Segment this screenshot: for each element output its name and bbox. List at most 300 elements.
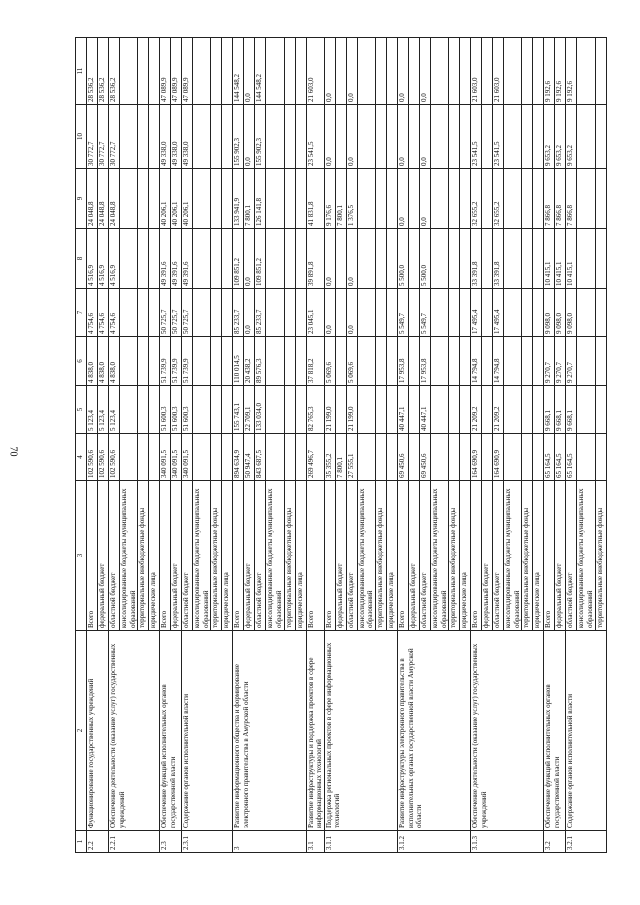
value-cell: 7 866,8: [544, 169, 555, 229]
row-name-cell: Развитие информационного общества и формирование электронного правительства в Амурской области: [233, 631, 306, 831]
value-cell: 9 653,2: [544, 105, 555, 169]
row-name-cell: Содержание органов исполнительной власти: [182, 631, 233, 831]
value-cell: [138, 38, 149, 105]
funding-source-cell: федеральный бюджет: [171, 481, 182, 631]
value-cell: [522, 229, 533, 289]
value-cell: 17 953,8: [419, 337, 430, 386]
value-cell: 340 091,5: [182, 434, 193, 481]
value-cell: [504, 434, 522, 481]
value-cell: [595, 337, 606, 386]
value-cell: 0,0: [244, 38, 255, 105]
value-cell: 9 668,1: [566, 386, 577, 434]
value-cell: [138, 386, 149, 434]
value-cell: 47 089,9: [160, 38, 171, 105]
value-cell: 9 270,7: [566, 337, 577, 386]
value-cell: [533, 386, 544, 434]
value-cell: 24 048,8: [98, 169, 109, 229]
value-cell: 269 496,7: [306, 434, 324, 481]
value-cell: [193, 38, 211, 105]
value-cell: [266, 38, 284, 105]
value-cell: 21 603,0: [471, 38, 482, 105]
value-cell: 40 206,1: [160, 169, 171, 229]
row-code-cell: 3: [233, 831, 306, 853]
value-cell: [386, 105, 397, 169]
value-cell: 0,0: [419, 169, 430, 229]
value-cell: 0,0: [397, 105, 408, 169]
value-cell: [522, 289, 533, 337]
value-cell: [577, 289, 595, 337]
value-cell: 0,0: [397, 169, 408, 229]
value-cell: [375, 337, 386, 386]
value-cell: [357, 434, 375, 481]
value-cell: [533, 169, 544, 229]
value-cell: [266, 434, 284, 481]
funding-source-cell: областной бюджет: [493, 481, 504, 631]
row-code-cell: 3.2.1: [566, 831, 606, 853]
value-cell: 30 772,7: [98, 105, 109, 169]
value-cell: 10 415,1: [555, 229, 566, 289]
value-cell: [193, 386, 211, 434]
value-cell: [577, 229, 595, 289]
value-cell: 340 091,5: [160, 434, 171, 481]
value-cell: [460, 169, 471, 229]
value-cell: [149, 229, 160, 289]
row-code-cell: 3.2: [544, 831, 566, 853]
value-cell: 9 176,6: [324, 169, 335, 229]
value-cell: [386, 38, 397, 105]
value-cell: [211, 337, 222, 386]
value-cell: [482, 434, 493, 481]
value-cell: [335, 105, 346, 169]
value-cell: [577, 434, 595, 481]
value-cell: [211, 289, 222, 337]
page-number: 70: [7, 446, 19, 457]
funding-source-cell: консолидированные бюджеты муниципальных образований: [266, 481, 284, 631]
value-cell: 9 668,1: [555, 386, 566, 434]
value-cell: 23 541,5: [493, 105, 504, 169]
value-cell: 39 891,8: [306, 229, 324, 289]
value-cell: 0,0: [419, 38, 430, 105]
table-row: [324, 38, 335, 853]
value-cell: [120, 289, 138, 337]
value-cell: [138, 105, 149, 169]
value-cell: 109 851,2: [233, 229, 244, 289]
funding-source-cell: федеральный бюджет: [482, 481, 493, 631]
row-code-cell: 3.1.2: [397, 831, 470, 853]
value-cell: 7 800,1: [335, 169, 346, 229]
funding-source-cell: территориальные внебюджетные фонды: [284, 481, 295, 631]
value-cell: 28 536,2: [98, 38, 109, 105]
value-cell: 21 199,0: [324, 386, 335, 434]
value-cell: [386, 434, 397, 481]
value-cell: [284, 386, 295, 434]
row-name-cell: Развитие инфраструктуры и поддержка проектов в сфере информационных технологий: [306, 631, 324, 831]
value-cell: 27 555,1: [346, 434, 357, 481]
value-cell: [193, 337, 211, 386]
value-cell: [222, 434, 233, 481]
value-cell: [295, 434, 306, 481]
value-cell: [522, 105, 533, 169]
value-cell: [120, 105, 138, 169]
value-cell: 0,0: [419, 105, 430, 169]
value-cell: 9 098,0: [555, 289, 566, 337]
value-cell: [211, 38, 222, 105]
value-cell: [138, 337, 149, 386]
value-cell: [295, 38, 306, 105]
funding-source-cell: Всего: [87, 481, 98, 631]
value-cell: 0,0: [346, 105, 357, 169]
value-cell: 5 123,4: [109, 386, 120, 434]
row-code-cell: 3.1.1: [324, 831, 397, 853]
value-cell: [222, 386, 233, 434]
value-cell: 40 206,1: [182, 169, 193, 229]
funding-source-cell: Всего: [233, 481, 244, 631]
funding-source-cell: консолидированные бюджеты муниципальных образований: [577, 481, 595, 631]
value-cell: 0,0: [324, 289, 335, 337]
table-row: [109, 38, 120, 853]
value-cell: 4 838,0: [87, 337, 98, 386]
value-cell: 843 687,5: [255, 434, 266, 481]
header-cell: 11: [76, 38, 87, 105]
value-cell: 65 164,5: [555, 434, 566, 481]
value-cell: [222, 229, 233, 289]
value-cell: [357, 337, 375, 386]
value-cell: 51 600,3: [171, 386, 182, 434]
value-cell: [460, 38, 471, 105]
row-name-cell: Поддержка региональных проектов в сфере информационных технологий: [324, 631, 397, 831]
value-cell: [266, 169, 284, 229]
value-cell: [522, 386, 533, 434]
funding-source-cell: федеральный бюджет: [98, 481, 109, 631]
value-cell: 33 391,8: [471, 229, 482, 289]
value-cell: 5 123,4: [87, 386, 98, 434]
value-cell: [533, 229, 544, 289]
value-cell: 126 141,8: [255, 169, 266, 229]
value-cell: [449, 386, 460, 434]
value-cell: 9 098,0: [566, 289, 577, 337]
value-cell: 144 548,2: [233, 38, 244, 105]
value-cell: [595, 38, 606, 105]
value-cell: 0,0: [346, 229, 357, 289]
value-cell: [504, 38, 522, 105]
value-cell: 102 590,6: [98, 434, 109, 481]
header-cell: 3: [76, 481, 87, 631]
value-cell: [386, 337, 397, 386]
value-cell: 0,0: [324, 105, 335, 169]
value-cell: [482, 386, 493, 434]
value-cell: [357, 229, 375, 289]
value-cell: 49 338,0: [182, 105, 193, 169]
value-cell: [595, 105, 606, 169]
value-cell: [335, 289, 346, 337]
value-cell: [284, 105, 295, 169]
value-cell: [266, 337, 284, 386]
funding-source-cell: юридические лица: [533, 481, 544, 631]
value-cell: 17 495,4: [471, 289, 482, 337]
value-cell: 4 754,6: [109, 289, 120, 337]
value-cell: [266, 229, 284, 289]
value-cell: [449, 169, 460, 229]
value-cell: 155 902,3: [255, 105, 266, 169]
value-cell: [460, 105, 471, 169]
value-cell: [449, 229, 460, 289]
value-cell: [335, 337, 346, 386]
value-cell: [522, 337, 533, 386]
value-cell: 49 391,6: [182, 229, 193, 289]
value-cell: [222, 105, 233, 169]
row-code-cell: 3.1: [306, 831, 324, 853]
value-cell: [211, 229, 222, 289]
value-cell: [193, 169, 211, 229]
value-cell: [357, 38, 375, 105]
value-cell: 5 500,0: [397, 229, 408, 289]
value-cell: 40 447,1: [397, 386, 408, 434]
header-cell: 1: [76, 831, 87, 853]
value-cell: 1 376,5: [346, 169, 357, 229]
row-code-cell: 2.3: [160, 831, 182, 853]
value-cell: 65 164,5: [544, 434, 555, 481]
value-cell: 133 941,9: [233, 169, 244, 229]
funding-source-cell: юридические лица: [386, 481, 397, 631]
funding-source-cell: областной бюджет: [419, 481, 430, 631]
funding-source-cell: юридические лица: [222, 481, 233, 631]
value-cell: [138, 289, 149, 337]
value-cell: [193, 289, 211, 337]
value-cell: [138, 434, 149, 481]
value-cell: 5 069,6: [324, 337, 335, 386]
value-cell: 40 206,1: [171, 169, 182, 229]
value-cell: [430, 289, 448, 337]
value-cell: 4 754,6: [87, 289, 98, 337]
value-cell: 30 772,7: [109, 105, 120, 169]
value-cell: [533, 434, 544, 481]
value-cell: 7 800,1: [335, 434, 346, 481]
funding-source-cell: территориальные внебюджетные фонды: [138, 481, 149, 631]
value-cell: [595, 229, 606, 289]
value-cell: 4 838,0: [109, 337, 120, 386]
value-cell: [284, 229, 295, 289]
value-cell: [595, 386, 606, 434]
value-cell: 9 098,0: [544, 289, 555, 337]
row-code-cell: 3.1.3: [471, 831, 544, 853]
value-cell: 4 516,9: [87, 229, 98, 289]
header-cell: 4: [76, 434, 87, 481]
value-cell: 9 270,7: [544, 337, 555, 386]
value-cell: 9 192,6: [544, 38, 555, 105]
value-cell: [120, 38, 138, 105]
value-cell: [211, 386, 222, 434]
value-cell: 23 541,5: [471, 105, 482, 169]
table-row: [306, 38, 324, 853]
value-cell: 50 725,7: [171, 289, 182, 337]
value-cell: 51 600,3: [182, 386, 193, 434]
value-cell: [595, 289, 606, 337]
value-cell: [222, 337, 233, 386]
value-cell: 10 415,1: [566, 229, 577, 289]
value-cell: [357, 289, 375, 337]
value-cell: 9 192,6: [566, 38, 577, 105]
value-cell: 51 600,3: [160, 386, 171, 434]
value-cell: [595, 434, 606, 481]
value-cell: [430, 105, 448, 169]
value-cell: [449, 337, 460, 386]
value-cell: 0,0: [397, 38, 408, 105]
value-cell: [284, 337, 295, 386]
value-cell: 17 495,4: [493, 289, 504, 337]
value-cell: [482, 105, 493, 169]
value-cell: 22 709,1: [244, 386, 255, 434]
value-cell: [211, 169, 222, 229]
funding-source-cell: областной бюджет: [109, 481, 120, 631]
value-cell: [386, 169, 397, 229]
value-cell: [408, 38, 419, 105]
value-cell: [504, 386, 522, 434]
value-cell: 40 447,1: [419, 386, 430, 434]
value-cell: 5 500,0: [419, 229, 430, 289]
header-cell: 7: [76, 289, 87, 337]
value-cell: [577, 386, 595, 434]
value-cell: 155 743,1: [233, 386, 244, 434]
value-cell: 65 164,5: [566, 434, 577, 481]
value-cell: 9 668,1: [544, 386, 555, 434]
value-cell: 5 549,7: [419, 289, 430, 337]
value-cell: [149, 169, 160, 229]
value-cell: [357, 386, 375, 434]
value-cell: [149, 337, 160, 386]
funding-source-cell: территориальные внебюджетные фонды: [211, 481, 222, 631]
value-cell: 82 765,3: [306, 386, 324, 434]
value-cell: [408, 169, 419, 229]
value-cell: [375, 434, 386, 481]
value-cell: [577, 337, 595, 386]
row-name-cell: Обеспечение функций исполнительных органов государственной власти: [544, 631, 566, 831]
value-cell: [408, 289, 419, 337]
value-cell: 102 590,6: [109, 434, 120, 481]
value-cell: 0,0: [244, 229, 255, 289]
value-cell: 35 355,2: [324, 434, 335, 481]
value-cell: [375, 386, 386, 434]
value-cell: 14 794,8: [493, 337, 504, 386]
row-name-cell: Развитие инфраструктуры электронного правительства в исполнительных органах государственной власти Амурской области: [397, 631, 470, 831]
funding-source-cell: Всего: [544, 481, 555, 631]
value-cell: [120, 337, 138, 386]
funding-source-cell: федеральный бюджет: [408, 481, 419, 631]
row-code-cell: 2.2: [87, 831, 109, 853]
header-cell: 2: [76, 631, 87, 831]
header-cell: 10: [76, 105, 87, 169]
row-name-cell: Обеспечение деятельности (оказание услуг) государственных учреждений: [109, 631, 160, 831]
value-cell: [193, 105, 211, 169]
value-cell: 144 548,2: [255, 38, 266, 105]
value-cell: [386, 289, 397, 337]
value-cell: [149, 434, 160, 481]
row-code-cell: 2.3.1: [182, 831, 233, 853]
value-cell: [430, 337, 448, 386]
value-cell: 49 391,6: [160, 229, 171, 289]
funding-source-cell: областной бюджет: [182, 481, 193, 631]
value-cell: 5 069,6: [346, 337, 357, 386]
value-cell: [408, 105, 419, 169]
value-cell: 133 034,0: [255, 386, 266, 434]
value-cell: [504, 169, 522, 229]
value-cell: [408, 386, 419, 434]
value-cell: 340 091,5: [171, 434, 182, 481]
value-cell: 50 725,7: [160, 289, 171, 337]
budget-table-sheet: [75, 38, 604, 853]
funding-source-cell: федеральный бюджет: [335, 481, 346, 631]
value-cell: 7 866,8: [555, 169, 566, 229]
funding-source-cell: консолидированные бюджеты муниципальных образований: [193, 481, 211, 631]
funding-source-cell: консолидированные бюджеты муниципальных образований: [120, 481, 138, 631]
value-cell: 47 089,9: [171, 38, 182, 105]
value-cell: 49 338,0: [160, 105, 171, 169]
table-row: [566, 38, 577, 853]
value-cell: [295, 169, 306, 229]
value-cell: 164 690,9: [471, 434, 482, 481]
value-cell: 10 415,1: [544, 229, 555, 289]
value-cell: [120, 434, 138, 481]
value-cell: [430, 386, 448, 434]
value-cell: [266, 289, 284, 337]
value-cell: 7 866,8: [566, 169, 577, 229]
header-row: [76, 38, 87, 853]
funding-source-cell: юридические лица: [149, 481, 160, 631]
value-cell: 69 450,6: [397, 434, 408, 481]
value-cell: [120, 229, 138, 289]
value-cell: [460, 434, 471, 481]
value-cell: [295, 289, 306, 337]
value-cell: 9 270,7: [555, 337, 566, 386]
value-cell: [595, 169, 606, 229]
funding-source-cell: юридические лица: [460, 481, 471, 631]
row-name-cell: Обеспечение деятельности (оказание услуг) государственных учреждений: [471, 631, 544, 831]
value-cell: [482, 229, 493, 289]
funding-source-cell: консолидированные бюджеты муниципальных образований: [504, 481, 522, 631]
value-cell: [193, 229, 211, 289]
value-cell: [430, 169, 448, 229]
value-cell: [375, 38, 386, 105]
value-cell: 0,0: [324, 38, 335, 105]
value-cell: 23 045,1: [306, 289, 324, 337]
value-cell: [533, 337, 544, 386]
value-cell: 32 655,2: [471, 169, 482, 229]
table-row: [182, 38, 193, 853]
value-cell: [482, 169, 493, 229]
value-cell: [149, 289, 160, 337]
value-cell: [430, 229, 448, 289]
value-cell: 5 549,7: [397, 289, 408, 337]
value-cell: 0,0: [244, 289, 255, 337]
value-cell: 89 576,3: [255, 337, 266, 386]
value-cell: [149, 386, 160, 434]
value-cell: [449, 105, 460, 169]
value-cell: 14 794,8: [471, 337, 482, 386]
value-cell: [211, 105, 222, 169]
funding-source-cell: Всего: [160, 481, 171, 631]
value-cell: [295, 105, 306, 169]
funding-source-cell: Всего: [397, 481, 408, 631]
row-name-cell: Обеспечение функций исполнительных органов государственной власти: [160, 631, 182, 831]
funding-source-cell: территориальные внебюджетные фонды: [595, 481, 606, 631]
rotated-page: [75, 38, 604, 853]
value-cell: 164 690,9: [493, 434, 504, 481]
value-cell: [266, 386, 284, 434]
value-cell: [211, 434, 222, 481]
value-cell: [375, 169, 386, 229]
value-cell: 110 014,5: [233, 337, 244, 386]
value-cell: 41 831,8: [306, 169, 324, 229]
value-cell: 69 450,6: [419, 434, 430, 481]
